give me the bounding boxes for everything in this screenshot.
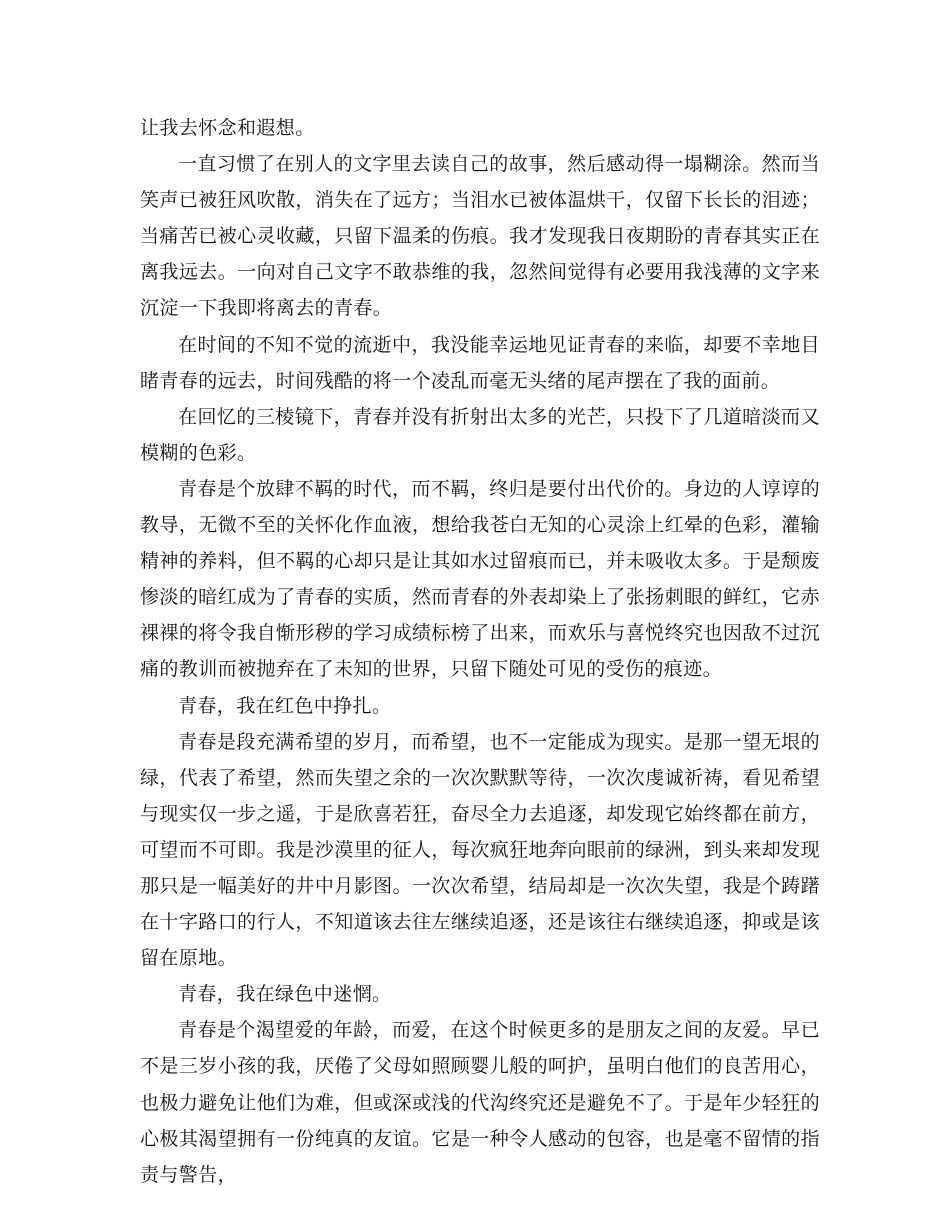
paragraph: 一直习惯了在别人的文字里去读自己的故事，然后感动得一塌糊涂。然而当笑声已被狂风吹散，消失在了远方；当泪水已被体温烘干，仅留下长长的泪迹；当痛苦已被心灵收藏，只留下温柔的伤痕。我才发现我日夜期盼的青春其实正在离我远去。一向对自己文字不敢恭维的我，忽然间觉得有必要用我浅薄的文字来沉淀一下我即将离去的青春。 xyxy=(140,153,820,320)
paragraph: 青春是段充满希望的岁月，而希望，也不一定能成为现实。是那一望无垠的绿，代表了希望，然而失望之余的一次次默默等待，一次次虔诚祈祷，看见希望与现实仅一步之遥，于是欣喜若狂，奋尽全力去追逐，却发现它始终都在前方，可望而不可即。我是沙漠里的征人，每次疯狂地奔向眼前的绿洲，到头来却发现那只是一幅美好的井中月影图。一次次希望，结局却是一次次失望，我是个踌躇在十字路口的行人，不知道该去往左继续追逐，还是该往右继续追逐，抑或是该留在原地。 xyxy=(140,730,820,970)
paragraph: 在回忆的三棱镜下，青春并没有折射出太多的光芒，只投下了几道暗淡而又模糊的色彩。 xyxy=(140,405,820,464)
paragraph: 青春，我在绿色中迷惘。 xyxy=(178,983,392,1006)
paragraph: 青春，我在红色中挣扎。 xyxy=(178,694,392,717)
paragraph: 青春是个放肆不羁的时代，而不羁，终归是要付出代价的。身边的人谆谆的教导，无微不至的关怀化作血液，想给我苍白无知的心灵涂上红晕的色彩，灌输精神的养料，但不羁的心却只是让其如水过留痕而已，并未吸收太多。于是颓废惨淡的暗红成为了青春的实质，然而青春的外表却染上了张扬刺眼的鲜红，它赤裸裸的将令我自惭形秽的学习成绩标榜了出来，而欢乐与喜悦终究也因敌不过沉痛的教训而被抛弃在了未知的世界，只留下随处可见的受伤的痕迹。 xyxy=(140,477,820,681)
paragraph: 青春是个渴望爱的年龄，而爱，在这个时候更多的是朋友之间的友爱。早已不是三岁小孩的我，厌倦了父母如照顾婴儿般的呵护，虽明白他们的良苦用心，也极力避免让他们为难，但或深或浅的代沟终究还是避免不了。于是年少轻狂的心极其渴望拥有一份纯真的友谊。它是一种令人感动的包容，也是毫不留情的指责与警告， xyxy=(140,1019,820,1186)
paragraph-continuation: 让我去怀念和遐想。 xyxy=(140,117,315,139)
paragraph: 在时间的不知不觉的流逝中，我没能幸运地见证青春的来临，却要不幸地目睹青春的远去，时间残酷的将一个凌乱而毫无头绪的尾声摆在了我的面前。 xyxy=(140,333,820,392)
document-page xyxy=(140,110,820,1193)
